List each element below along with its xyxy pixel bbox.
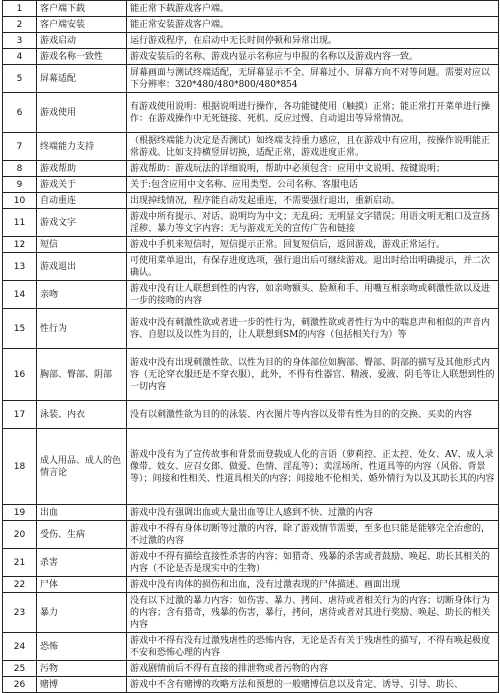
test-category: 污物: [37, 661, 127, 677]
requirement-text: 没有以下过激的暴力内容：如伤害、暴力、拷问、虐待或者相关行为的内容；切断身体行为的内容；含有猎奇，残暴的伤害，暴行，拷问，虐待或者对其进行奖励、唤起、助长的相关内容: [130, 595, 491, 630]
requirement-text: 游戏中不含有赌博的攻略方法和预想的一般赌博信息以及肯定、诱导、引导、助长、: [130, 679, 464, 690]
row-number: 19: [3, 505, 37, 521]
test-requirement: [127, 401, 499, 429]
test-category: 泳装、内衣: [37, 401, 127, 429]
test-category: 赌博: [37, 677, 127, 693]
test-category: 游戏退出: [37, 253, 127, 281]
test-category: 游戏关于: [37, 177, 127, 193]
row-number: 7: [3, 133, 37, 161]
test-requirement: [127, 549, 499, 577]
row-number: 20: [3, 521, 37, 549]
requirement-text: 游戏中没有出现刺激性欲、以性为目的的身体部位如胸部、臀部、阴部的描写及其他形式内容（无论穿衣服还是不穿衣服），此外，不得有性器官、精液、爱液、阴毛等让人联想到性的一切内容: [130, 357, 495, 392]
requirement-text: 游戏中不得有身体切断等过激的内容，除了游戏情节需要，至多也只能是能够完全治愈的，不过激的内容: [130, 523, 491, 546]
test-requirement: [127, 577, 499, 593]
table-row: [3, 577, 499, 593]
row-number: 16: [3, 349, 37, 401]
requirement-text: 运行游戏程序，在启动中无长时间停顿和异常出现。: [130, 35, 338, 46]
test-category: 自动重连: [37, 193, 127, 209]
test-category: 出血: [37, 505, 127, 521]
requirement-text: 出现掉线情况，程序能自动发起重连，不需要强行退出，重新启动。: [130, 195, 401, 206]
test-requirement: [127, 1, 499, 17]
requirement-text: 没有以刺激性欲为目的的泳装、内衣图片等内容以及带有性为目的的交换、买卖的内容: [130, 409, 473, 420]
test-requirement: [127, 177, 499, 193]
test-category: 客户端安装: [37, 17, 127, 33]
row-number: 2: [3, 17, 37, 33]
test-requirement: [127, 349, 499, 401]
requirement-text: 游戏中所有提示、对话、说明均为中文；无乱码；无明显文字错误；用语文明无粗口及宣扬淫秽、暴力等文字内容；无与游戏无关的宣传广告和链接: [130, 211, 491, 234]
requirement-text: 关于:包含应用中文名称、应用类型、公司名称、客服电话: [130, 179, 359, 190]
test-category: 亲吻: [37, 281, 127, 309]
table-row: [3, 281, 499, 309]
requirement-text: 能正常安装游戏客户端。: [130, 19, 230, 30]
table-row: [3, 521, 499, 549]
table-row: [3, 33, 499, 49]
test-requirement: [127, 161, 499, 177]
test-category: 恐怖: [37, 633, 127, 661]
test-category: 屏幕适配: [37, 65, 127, 93]
row-number: 4: [3, 49, 37, 65]
test-requirement: [127, 49, 499, 65]
test-requirement: [127, 429, 499, 505]
test-category: 短信: [37, 237, 127, 253]
table-row: [3, 17, 499, 33]
test-category: 成人用品、成人的色情言论: [37, 429, 127, 505]
row-number: 23: [3, 593, 37, 633]
row-number: 18: [3, 429, 37, 505]
requirement-text: 游戏安装后的名称、游戏内显示名称应与申报的名称以及游戏内容一致。: [130, 51, 419, 62]
row-number: 13: [3, 253, 37, 281]
table-row: [3, 237, 499, 253]
requirement-text: 游戏中没有刺激性欲或者进一步的性行为，刺激性欲或者性行为中的喘息声和相似的声音内容、自慰以及以性为目的，让人联想到SM的内容（包括相关行为）等: [130, 317, 491, 340]
requirement-text: 游戏中没有强调出血或大量出血等让人感到不快、过激的内容: [130, 507, 374, 518]
table-row: [3, 677, 499, 693]
row-number: 26: [3, 677, 37, 693]
row-number: 11: [3, 209, 37, 237]
row-number: 3: [3, 33, 37, 49]
test-category: 游戏名称一致性: [37, 49, 127, 65]
row-number: 9: [3, 177, 37, 193]
table-row: [3, 309, 499, 349]
table-row: [3, 193, 499, 209]
test-requirement: [127, 65, 499, 93]
test-category: 暴力: [37, 593, 127, 633]
test-requirement: [127, 209, 499, 237]
table-row: [3, 133, 499, 161]
table-row: [3, 177, 499, 193]
table-row: [3, 209, 499, 237]
table-row: [3, 65, 499, 93]
table-body: [3, 1, 499, 693]
table-row: [3, 633, 499, 661]
test-requirement: [127, 521, 499, 549]
test-category: 性行为: [37, 309, 127, 349]
test-requirement: [127, 505, 499, 521]
table-row: [3, 593, 499, 633]
test-category: 胸部、臀部、阴部: [37, 349, 127, 401]
test-category: 客户端下载: [37, 1, 127, 17]
table-row: [3, 161, 499, 177]
test-requirement: [127, 17, 499, 33]
requirement-text: 屏幕画面与测试终端适配，无屏幕显示不全、屏幕过小、屏幕方向不对等问题。需要对应以下分辨率：320*480/480*800/480*854: [130, 67, 491, 90]
row-number: 17: [3, 401, 37, 429]
requirement-text: 可使用菜单退出，有保存进度选项，强行退出后可继续游戏。退出时给出明确提示，并二次确认。: [130, 255, 491, 278]
test-criteria-table: [2, 0, 499, 693]
table-row: [3, 549, 499, 577]
row-number: 12: [3, 237, 37, 253]
test-requirement: [127, 309, 499, 349]
row-number: 1: [3, 1, 37, 17]
row-number: 8: [3, 161, 37, 177]
test-requirement: [127, 281, 499, 309]
row-number: 25: [3, 661, 37, 677]
test-requirement: [127, 193, 499, 209]
requirement-text: 游戏中没有为了宣传故事和背景而登载成人化的言语（萝莉控、正太控、处女、AV、成人录像带、妓女、应召女郎、做爱、色情、淫乱等）；卖淫场所、性道具等的内容（风俗、背景等）；间接和性相关、性道具相关的内容；间接地不伦相关、婚外情行为以及其助长其的内容: [130, 449, 495, 484]
requirement-text: 能正常下载游戏客户端。: [130, 3, 230, 14]
test-requirement: [127, 33, 499, 49]
requirement-text: 游戏中没有让人联想到性的内容，如亲吻额头、脸颊和手、用嘴互相亲吻或刺激性欲以及进一步的接吻的内容: [130, 283, 491, 306]
test-requirement: [127, 133, 499, 161]
table-row: [3, 429, 499, 505]
test-category: 游戏文字: [37, 209, 127, 237]
test-category: 受伤、生病: [37, 521, 127, 549]
table-row: [3, 661, 499, 677]
requirement-text: 游戏中手机来短信时，短信提示正常。回复短信后，返回游戏，游戏正常运行。: [130, 239, 446, 250]
table-row: [3, 349, 499, 401]
test-requirement: [127, 661, 499, 677]
test-requirement: [127, 593, 499, 633]
test-requirement: [127, 633, 499, 661]
test-category: 尸体: [37, 577, 127, 593]
requirement-text: 游戏帮助：游戏玩法的详细说明，帮助中必须包含：应用中文说明、按键说明；: [130, 163, 446, 174]
table-row: [3, 401, 499, 429]
table-row: [3, 49, 499, 65]
test-requirement: [127, 237, 499, 253]
table-row: [3, 253, 499, 281]
test-requirement: [127, 253, 499, 281]
requirement-text: （根据终端能力决定是否测试）如终端支持重力感应，且在游戏中有应用，按操作说明能正常游戏。比如支持横竖屏切换，适配正常，游戏进度正常。: [130, 135, 491, 158]
table-row: [3, 1, 499, 17]
test-category: 游戏帮助: [37, 161, 127, 177]
row-number: 14: [3, 281, 37, 309]
row-number: 15: [3, 309, 37, 349]
row-number: 21: [3, 549, 37, 577]
row-number: 10: [3, 193, 37, 209]
test-requirement: [127, 93, 499, 133]
test-requirement: [127, 677, 499, 693]
row-number: 24: [3, 633, 37, 661]
row-number: 22: [3, 577, 37, 593]
requirement-text: 有游戏使用说明：根据说明进行操作，各功能键使用（触摸）正常；能正常打开菜单进行操作：在游戏操作中无死链接、死机、反应过慢、自动退出等异常情况。: [130, 101, 491, 124]
row-number: 5: [3, 65, 37, 93]
test-category: 游戏使用: [37, 93, 127, 133]
requirement-text: 游戏剧情前后不得有直接的排泄物或者污物的内容: [130, 663, 329, 674]
test-category: 终端能力支持: [37, 133, 127, 161]
requirement-text: 游戏中没有肉体的损伤和出血，没有过激表现的尸体描述、画面出现: [130, 579, 401, 590]
test-category: 杀害: [37, 549, 127, 577]
requirement-text: 游戏中不得有描绘直接性杀害的内容；如猎奇、残暴的杀害或者鼓励、唤起、助长其相关的内容（不论是否是现实中的生物）: [130, 551, 491, 574]
row-number: 6: [3, 93, 37, 133]
test-category: 游戏启动: [37, 33, 127, 49]
table-row: [3, 505, 499, 521]
table-row: [3, 93, 499, 133]
requirement-text: 游戏中不得有没有过激残虐性的恐怖内容，无论是否有关于残虐性的描写，不得有唤起极度不安和恐怖心理的内容: [130, 635, 491, 658]
